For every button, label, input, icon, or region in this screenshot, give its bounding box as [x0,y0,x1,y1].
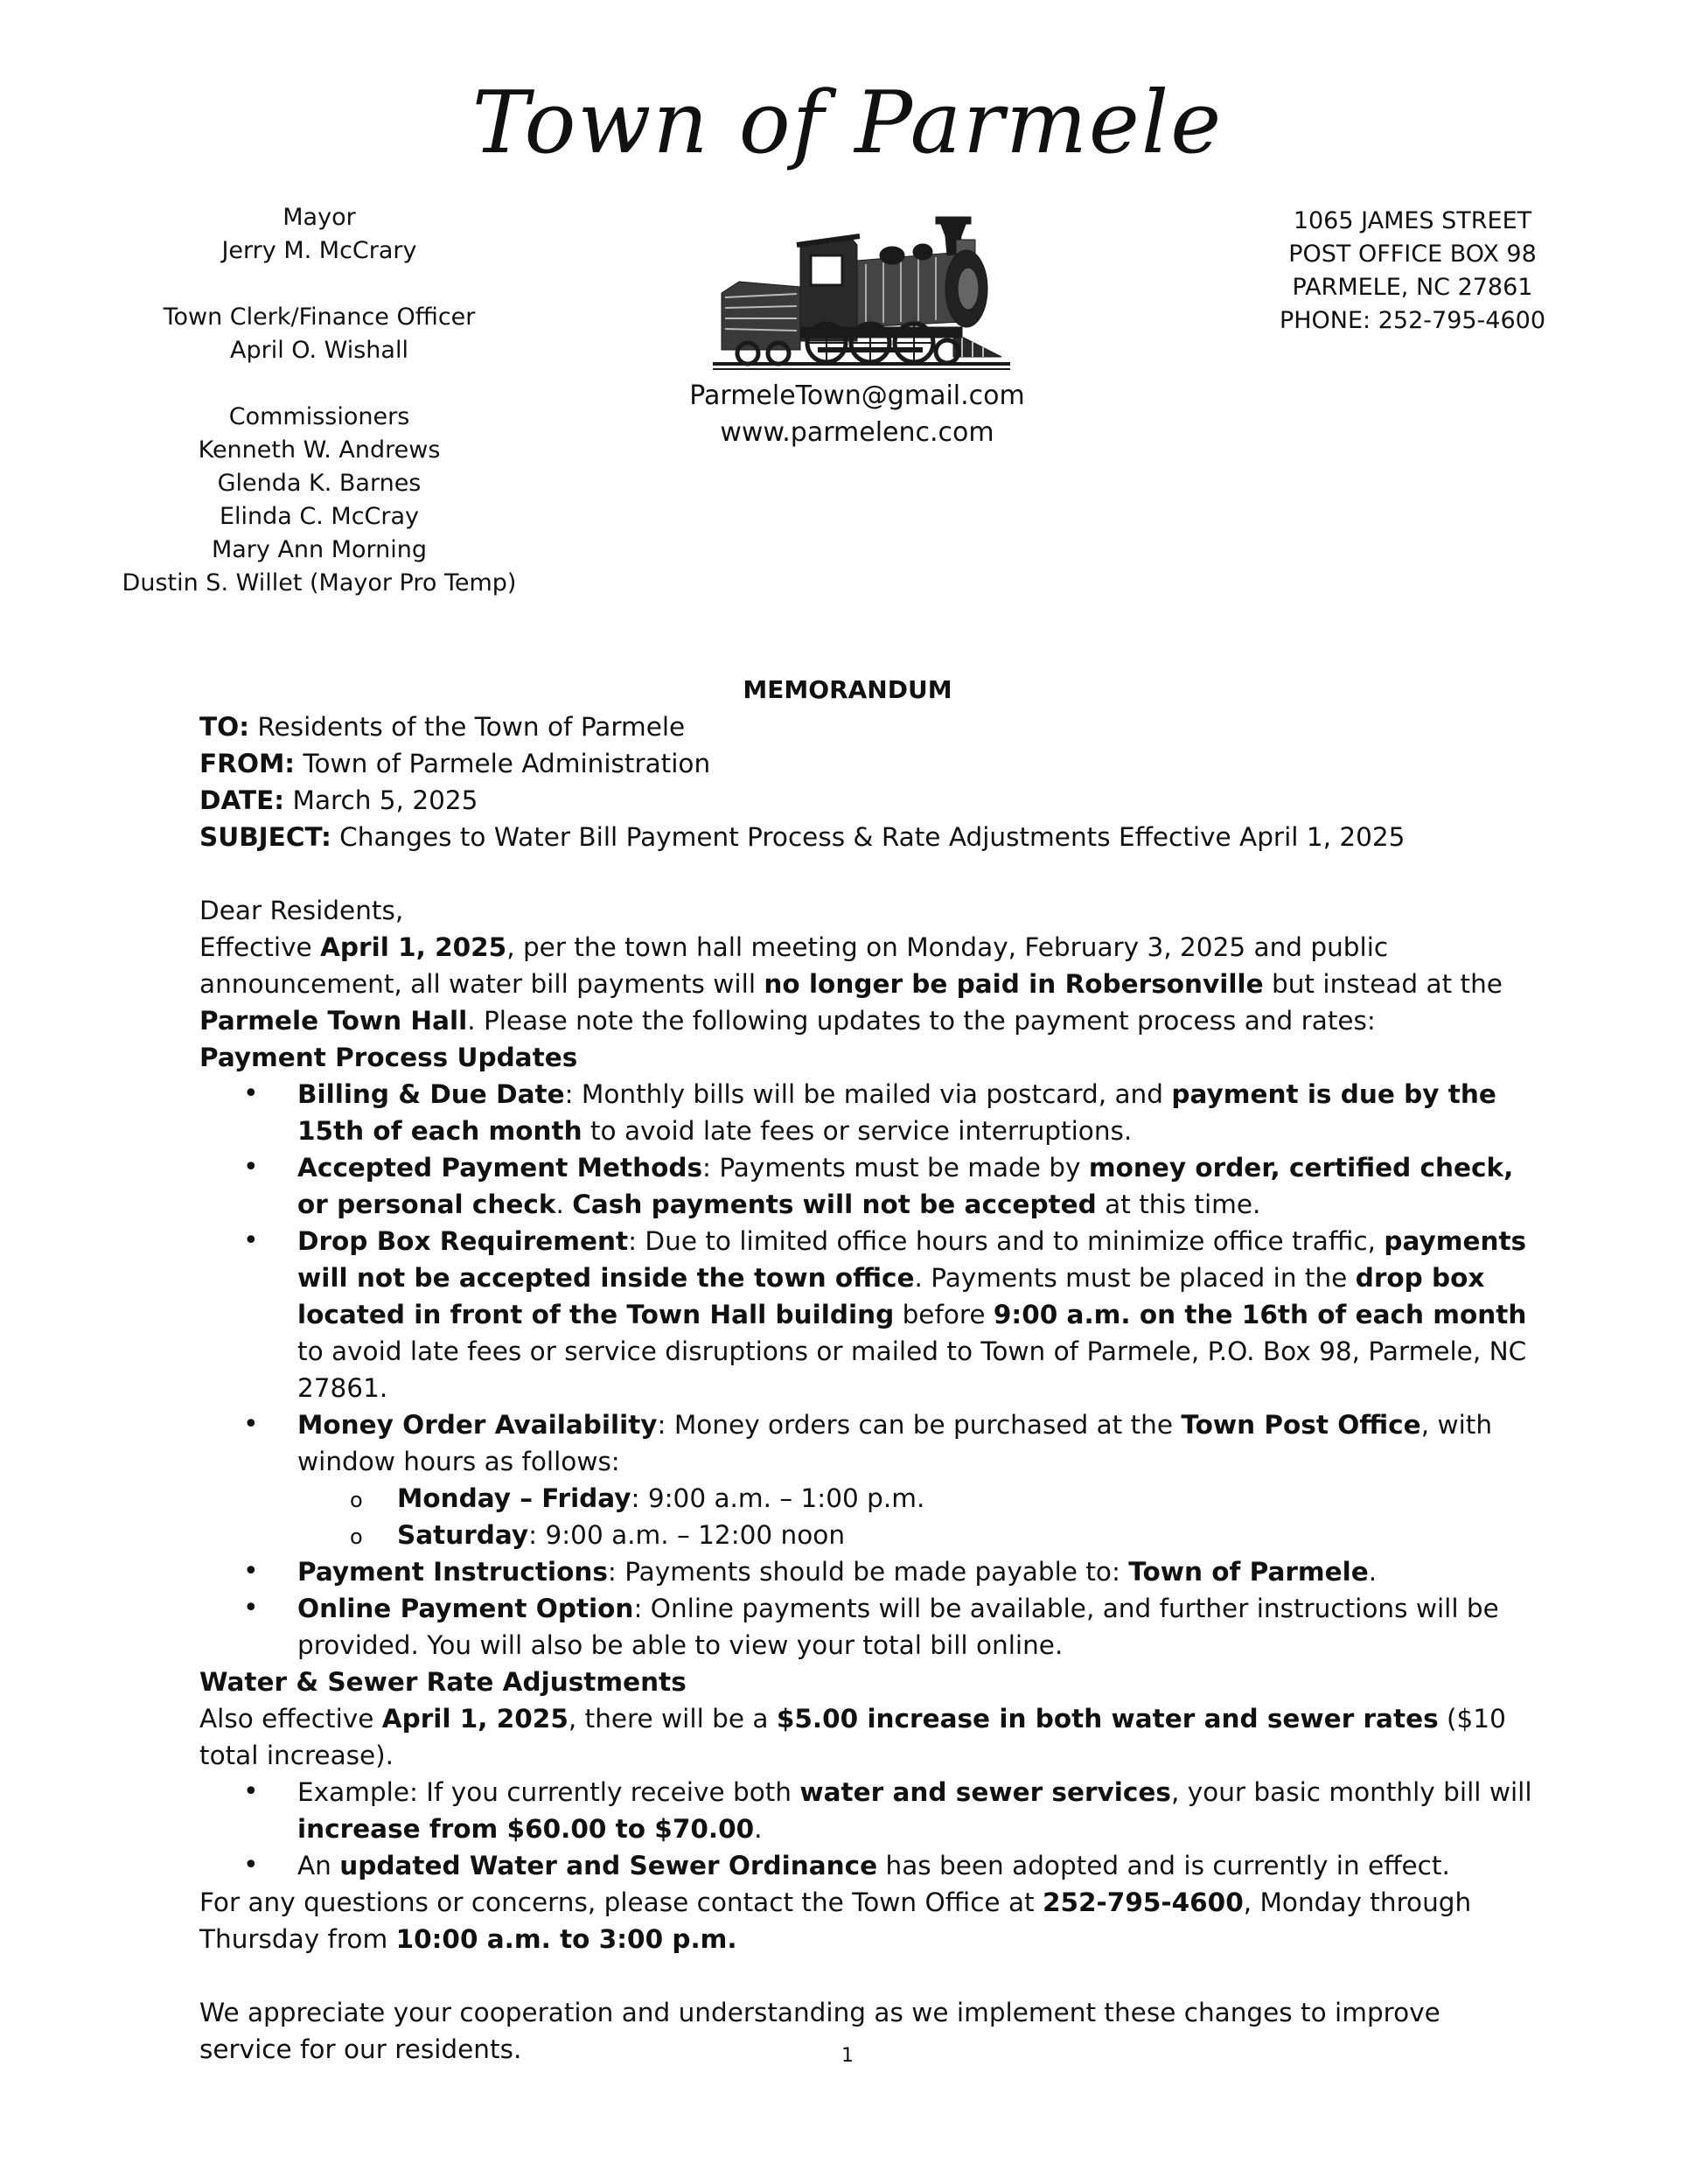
contact-paragraph: For any questions or concerns, please contact the Town Office at 252-795-4600, Monday through Thursday from 10:00 a.m. to 3:00 p.m. [199,1887,1472,1954]
address-phone: PHONE: 252-795-4600 [1279,307,1546,334]
clerk-name: April O. Wishall [230,337,408,364]
memo-heading: MEMORANDUM [743,675,952,704]
payment-updates-list [199,1076,1538,1664]
commissioner-name: Kenneth W. Andrews [198,436,441,464]
page-number: 1 [841,2045,854,2067]
town-address [1207,205,1618,338]
payment-heading: Payment Process Updates [199,1043,578,1072]
address-city: PARMELE, NC 27861 [1292,274,1533,301]
list-item: • Billing & Due Date: Monthly bills will be mailed via postcard, and payment is due by the 15th of each month to avoid late fees or service interruptions. [199,1076,1538,1149]
closing-paragraph: We appreciate your cooperation and understanding as we implement these changes to improve service for our residents. [199,1998,1440,2064]
list-item: o Saturday: 9:00 a.m. – 12:00 noon [199,1517,1538,1553]
officials-list [114,201,525,600]
rate-list [199,1774,1538,1884]
memo-subject: SUBJECT: Changes to Water Bill Payment Process & Rate Adjustments Effective April 1, 2025 [199,822,1406,852]
commissioner-name: Mary Ann Morning [211,536,428,563]
list-item: • Example: If you currently receive both water and sewer services, your basic monthly bill will increase from $60.00 to $70.00. [199,1774,1538,1847]
intro-paragraph: Effective April 1, 2025, per the town hall meeting on Monday, February 3, 2025 and public announcement, all water bill payments will no longer be paid in Robersonville but instead at the Parmele Town Hall. Please note the following updates to the payment process and rates: [199,932,1503,1036]
window-hours-list [297,1480,1538,1553]
greeting: Dear Residents, [199,896,404,925]
list-item: • An updated Water and Sewer Ordinance has been adopted and is currently in effect. [199,1847,1538,1884]
commissioner-name: Glenda K. Barnes [217,470,422,497]
email-link[interactable]: ParmeleTown@gmail.com [689,380,1025,411]
list-item: • Money Order Availability: Money orders can be purchased at the Town Post Office, with window hours as follows: o Monday – Friday: 9:00 a.m. – 1:00 p.m. o Saturday: 9:00 a.m. – 12:00 noon [199,1406,1538,1553]
address-street: 1065 JAMES STREET [1293,207,1532,234]
list-item: • Payment Instructions: Payments should be made payable to: Town of Parmele. [199,1553,1538,1590]
list-item: o Monday – Friday: 9:00 a.m. – 1:00 p.m. [199,1480,1538,1517]
mayor-name: Jerry M. McCrary [221,237,417,264]
memo-to: TO: Residents of the Town of Parmele [199,712,686,742]
steam-locomotive-icon [713,210,1010,372]
town-title: Town of Parmele [471,73,1224,173]
contact-info [612,378,1102,451]
rates-paragraph: Also effective April 1, 2025, there will be a $5.00 increase in both water and sewer rates ($10 total increase). [199,1704,1506,1770]
rates-heading: Water & Sewer Rate Adjustments [199,1667,687,1697]
website-link[interactable]: www.parmelenc.com [720,417,994,448]
list-item: • Online Payment Option: Online payments will be available, and further instructions will be provided. You will also be able to view your total bill online. [199,1590,1538,1664]
list-item: • Accepted Payment Methods: Payments must be made by money order, certified check, or personal check. Cash payments will not be accepted at this time. [199,1149,1538,1223]
memo-from: FROM: Town of Parmele Administration [199,749,711,778]
commissioner-name: Elinda C. McCray [219,503,420,530]
list-item: • Drop Box Requirement: Due to limited office hours and to minimize office traffic, payments will not be accepted inside the town office. Payments must be placed in the drop box located in front of the Town Hall building before 9:00 a.m. on the 16th of each month to avoid late fees or service disruptions or mailed to Town of Parmele, P.O. Box 98, Parmele, NC 27861. [199,1223,1538,1406]
address-po-box: POST OFFICE BOX 98 [1288,241,1537,268]
commissioner-name: Dustin S. Willet (Mayor Pro Temp) [122,569,517,597]
mayor-label: Mayor [282,204,356,231]
commissioners-label: Commissioners [228,403,410,430]
memo-date: DATE: March 5, 2025 [199,785,478,815]
clerk-label: Town Clerk/Finance Officer [163,304,476,331]
memo-body [199,708,1538,2068]
